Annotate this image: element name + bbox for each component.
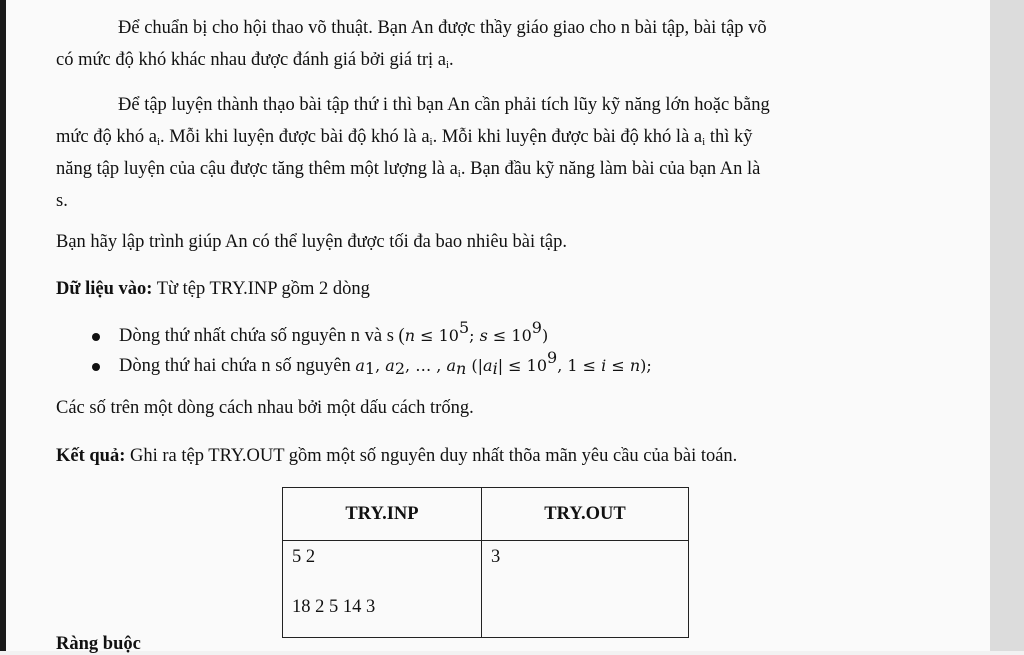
paragraph-intro: Để chuẩn bị cho hội thao võ thuật. Bạn An được thầy giáo giao cho n bài tập, bài tập võ có mức độ khó khác nhau được đánh giá bởi giá trị $a_i$. (56, 18, 767, 71)
output-heading: Kết quả: Ghi ra tệp TRY.OUT gồm một số nguyên duy nhất thõa mãn yêu cầu của bài toán. (56, 446, 738, 466)
paragraph-separator-note: Các số trên một dòng cách nhau bởi một dấu cách trống. (56, 398, 474, 418)
table-header-row (283, 488, 689, 541)
input-description-list (56, 318, 926, 381)
bullet-icon (92, 333, 100, 341)
paragraph-task: Bạn hãy lập trình giúp An có thể luyện được tối đa bao nhiêu bài tập. (56, 232, 567, 252)
scrollbar-gutter[interactable] (990, 0, 1024, 651)
input-heading: Dữ liệu vào: Từ tệp TRY.INP gồm 2 dòng (56, 279, 370, 299)
table-header-input: TRY.INP (283, 488, 482, 541)
table-cell-input (283, 541, 482, 638)
example-table (282, 487, 689, 638)
table-row (283, 541, 689, 638)
list-item: Dòng thứ hai chứa n số nguyên $a_1$, $a_2$, … , $a_n$ ($|a_i| \le 10^9$, 1 ≤ i ≤ n); (56, 351, 926, 381)
list-item: Dòng thứ nhất chứa số nguyên n và s ($n \le 10^5$; $s \le 10^9$) (56, 321, 926, 351)
paragraph-training: Để tập luyện thành thạo bài tập thứ i thì bạn An cần phải tích lũy kỹ năng lớn hoặc bằng mức độ khó $a_i$. Mỗi khi luyện được bài độ khó là $a_i$. Mỗi khi luyện được bài độ khó là $a_i$ thì kỹ năng tập luyện của cậu được tăng thêm một lượng là $a_i$. Bạn đầu kỹ năng làm bài của bạn An là s. (56, 95, 770, 211)
table-header-output: TRY.OUT (482, 488, 689, 541)
input-line-1: 5 2 (292, 547, 316, 567)
bullet-icon (92, 363, 100, 371)
input-line-2: 18 2 5 14 3 (292, 597, 376, 617)
constraints-heading-cutoff: Ràng buộc (56, 634, 141, 654)
table-cell-output: 3 (482, 541, 689, 638)
